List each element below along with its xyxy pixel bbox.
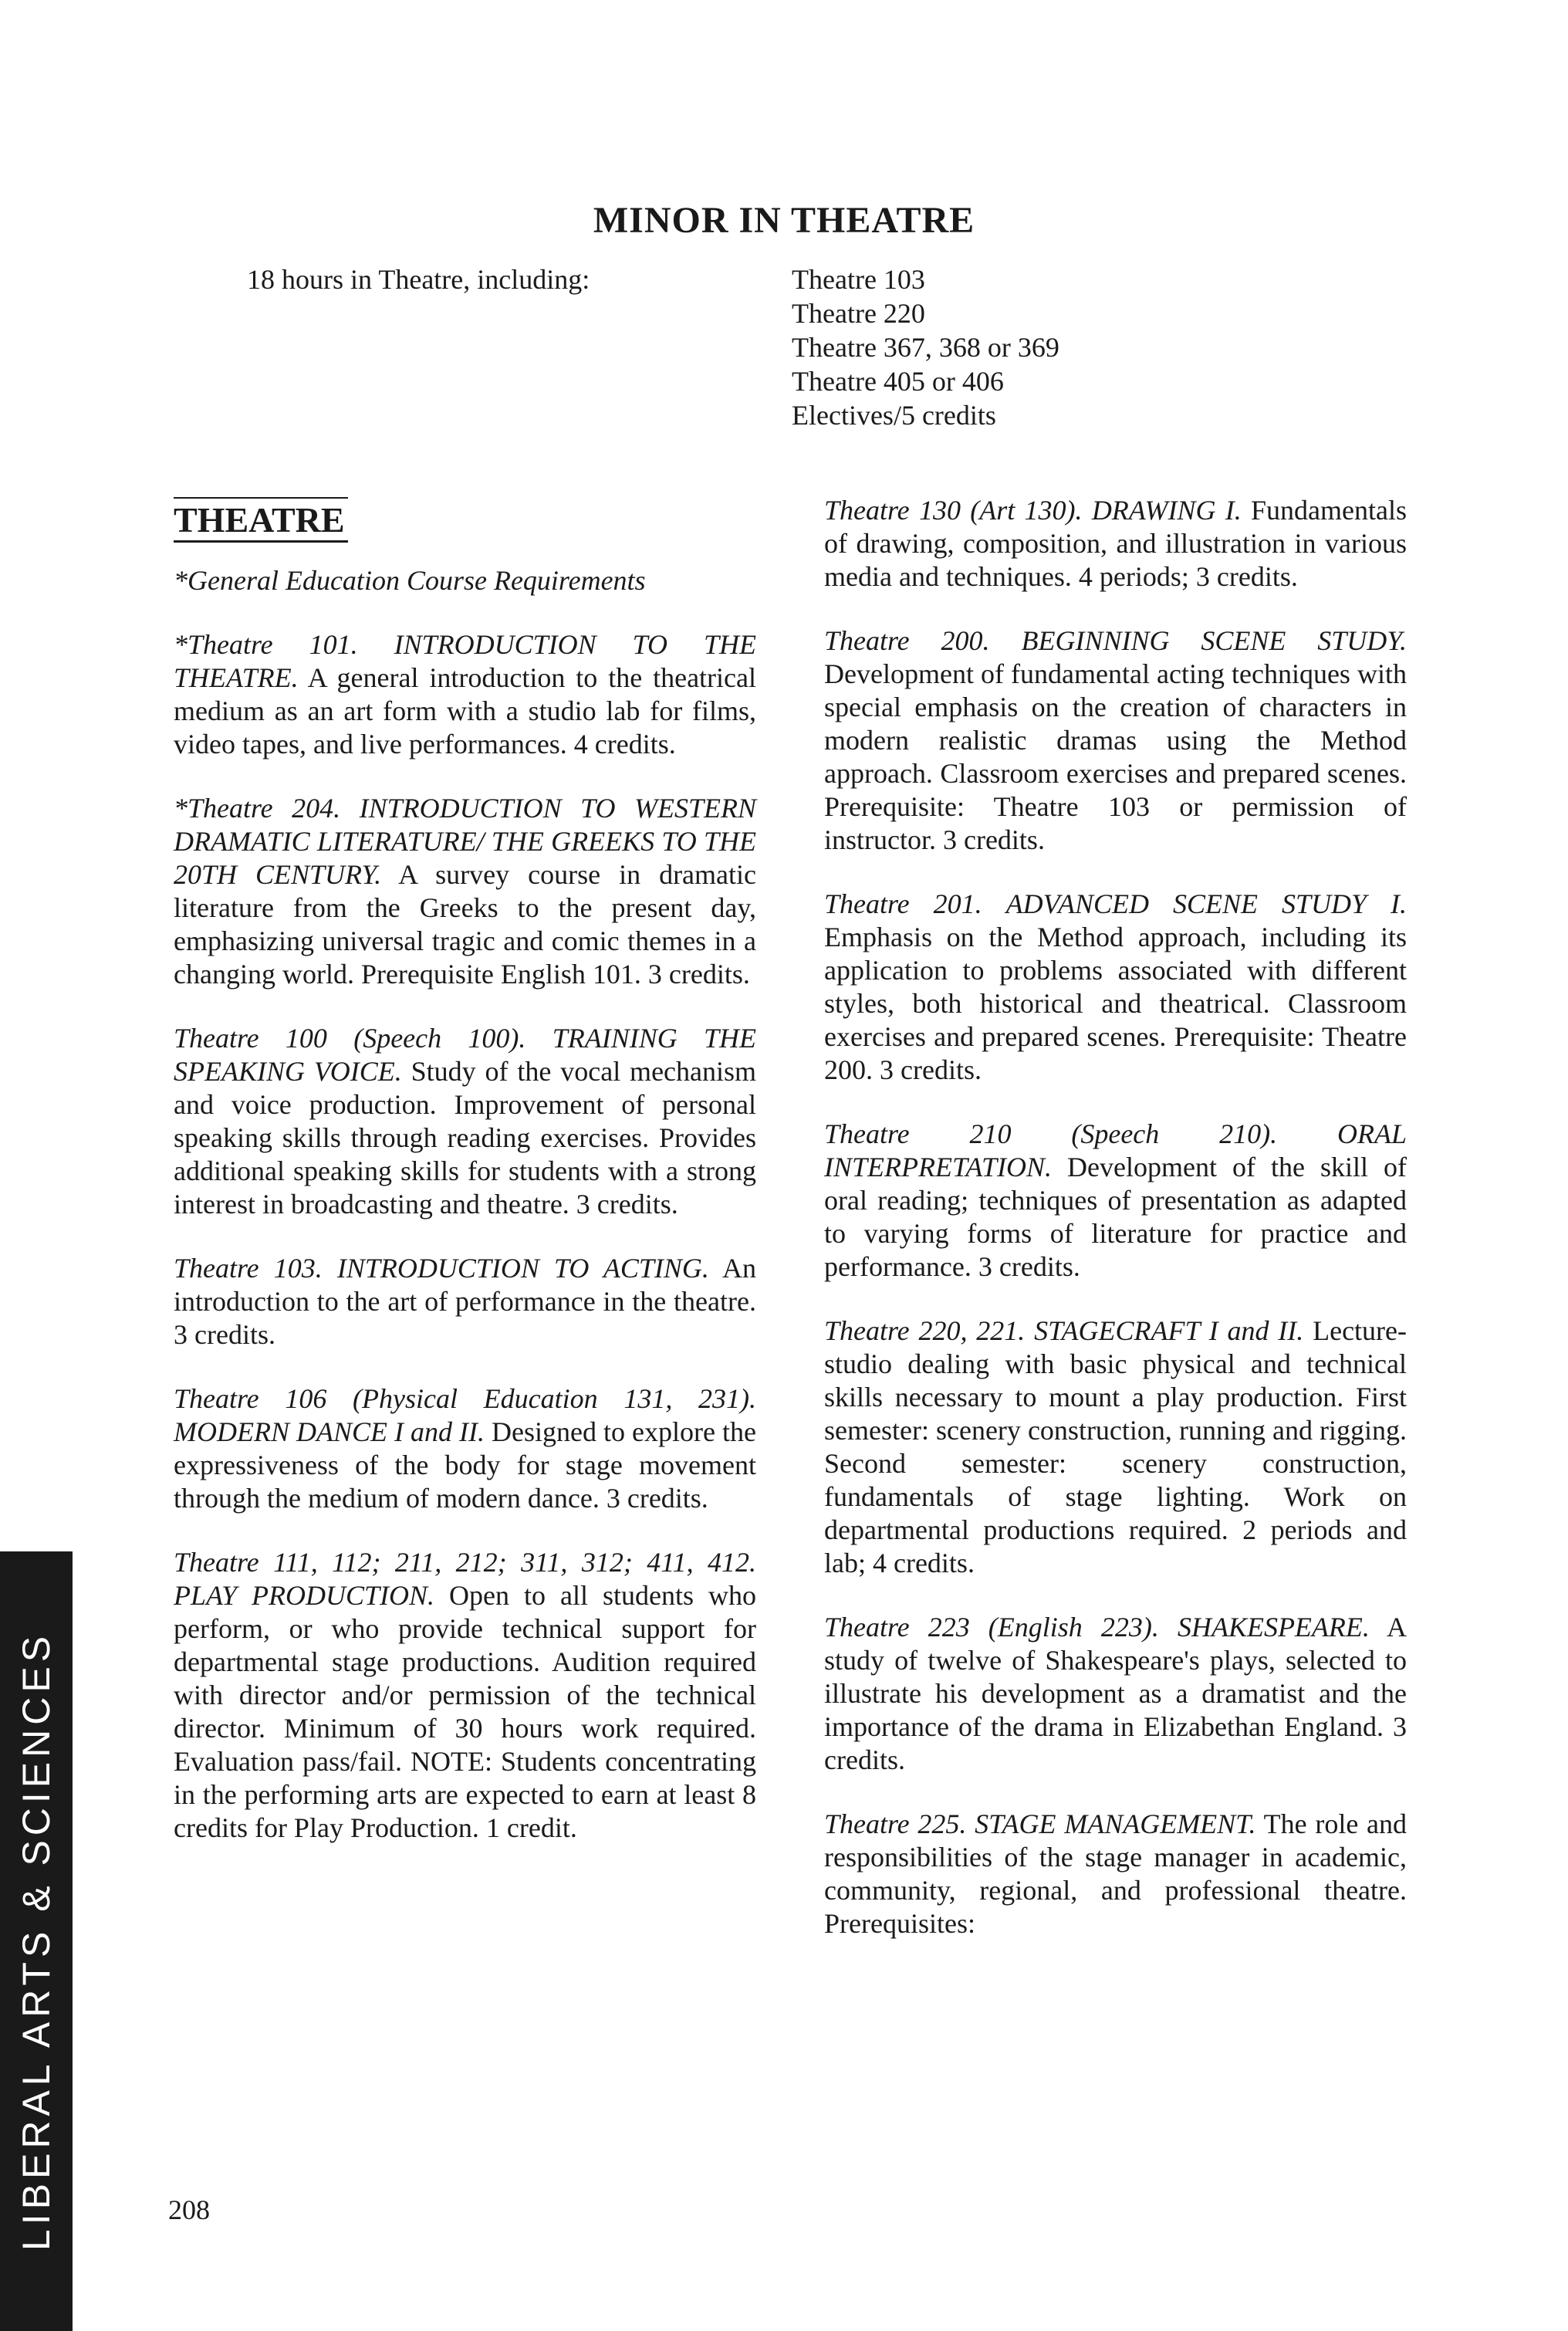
course-entry — [824, 1611, 1407, 1777]
course-description: A survey course in dramatic literature from the Greeks to the present day, emphasizing universal tragic and comic themes in a changing world. Prerequisite English 101. 3 credits. — [174, 859, 756, 990]
course-entry — [174, 1252, 756, 1352]
course-number: Theatre 201. — [824, 888, 982, 919]
course-number: *Theatre 101. — [174, 629, 358, 660]
right-column — [824, 494, 1407, 1971]
course-description: Study of the vocal mechanism and voice production. Improvement of personal speaking skills through reading exercises. Provides additional speaking skills for students with a strong interest in broadcasting and theatre. 3 credits. — [174, 1056, 757, 1220]
spine-label: LIBERAL ARTS & SCIENCES — [15, 1631, 58, 2251]
course-entry — [174, 1546, 756, 1845]
course-title: SHAKESPEARE. — [1177, 1612, 1370, 1643]
course-entry — [824, 494, 1407, 594]
course-entry — [824, 1118, 1407, 1284]
minor-requirement: Theatre 367, 368 or 369 — [792, 332, 1059, 363]
course-number: Theatre 220, 221. — [824, 1315, 1026, 1346]
course-title: PLAY PRODUCTION. — [174, 1580, 435, 1611]
course-number: Theatre 210 (Speech 210). — [824, 1118, 1278, 1149]
course-description: Designed to explore the expressiveness of the body for stage movement through the medium of modern dance. 3 credits. — [174, 1416, 756, 1514]
minor-requirement: Theatre 103 — [792, 264, 925, 295]
course-description: Development of the skill of oral reading; techniques of presentation as adapted to varying forms of literature for practice and performance. 3 credits. — [824, 1152, 1407, 1282]
course-description: Fundamentals of drawing, composition, and illustration in various media and techniques. 4 periods; 3 credits. — [824, 495, 1407, 592]
course-number: Theatre 225. — [824, 1808, 967, 1839]
course-title: BEGINNING SCENE STUDY. — [1021, 625, 1407, 656]
left-column — [174, 494, 756, 1876]
course-number: Theatre 100 (Speech 100). — [174, 1023, 526, 1054]
course-entry — [824, 1808, 1407, 1940]
section-heading: THEATRE — [174, 497, 348, 543]
course-entry — [174, 792, 756, 991]
course-number: Theatre 106 (Physical Education 131, 231). — [174, 1383, 756, 1414]
course-number: Theatre 223 (English 223). — [824, 1612, 1159, 1643]
course-title: INTRODUCTION TO ACTING. — [336, 1253, 709, 1284]
course-description: The role and responsibilities of the stage manager in academic, community, regional, and professional theatre. Prerequisites: — [824, 1808, 1407, 1939]
course-number: Theatre 130 (Art 130). — [824, 495, 1083, 526]
course-title: INTRODUCTION TO WESTERN DRAMATIC LITERATURE/ THE GREEKS TO THE 20TH CENTURY. — [174, 793, 756, 890]
course-entry — [174, 1382, 756, 1515]
course-title: INTRODUCTION TO THE THEATRE. — [174, 629, 757, 693]
course-number: Theatre 103. — [174, 1253, 323, 1284]
course-title: ADVANCED SCENE STUDY I. — [1005, 888, 1407, 919]
course-entry — [824, 1314, 1407, 1580]
minor-intro: 18 hours in Theatre, including: — [247, 264, 590, 295]
course-entry — [824, 888, 1407, 1087]
course-description: Development of fundamental acting techniques with special emphasis on the creation of characters in modern realistic dramas using the Method approach. Classroom exercises and prepared scenes. Prerequisite: Theatre 103 or permission of instructor. 3 credits. — [824, 658, 1407, 855]
course-title: DRAWING I. — [1091, 495, 1242, 526]
course-description: Emphasis on the Method approach, including its application to problems associated with different styles, both historical and theatrical. Classroom exercises and prepared scenes. Prerequisite: Theatre 200. 3 credits. — [824, 922, 1407, 1085]
course-description: Lecture-studio dealing with basic physical and technical skills necessary to mount a play production. First semester: scenery construction, running and rigging. Second semester: scenery construction, fundamentals of stage lighting. Work on departmental productions required. 2 periods and lab; 4 credits. — [824, 1315, 1407, 1578]
course-title: ORAL INTERPRETATION. — [824, 1118, 1407, 1182]
gen-ed-note: *General Education Course Requirements — [174, 565, 646, 596]
course-entry — [174, 628, 756, 761]
page-number: 208 — [168, 2194, 210, 2225]
minor-requirement: Electives/5 credits — [792, 400, 996, 431]
course-title: STAGE MANAGEMENT. — [975, 1808, 1256, 1839]
course-description: A study of twelve of Shakespeare's plays, selected to illustrate his development as a dramatist and the importance of the drama in Elizabethan England. 3 credits. — [824, 1612, 1407, 1775]
page-title: MINOR IN THEATRE — [593, 200, 975, 241]
minor-requirements-list — [792, 262, 1059, 432]
course-title: MODERN DANCE I and II. — [174, 1416, 485, 1447]
course-description: Open to all students who perform, or who provide technical support for departmental stage productions. Audition required with director and/or permission of the technical director. Minimum of 30 hours work required. Evaluation pass/fail. NOTE: Students concentrating in the performing arts are expected to earn at least 8 credits for Play Production. 1 credit. — [174, 1580, 756, 1843]
course-number: Theatre 200. — [824, 625, 990, 656]
course-number: Theatre 111, 112; 211, 212; 311, 312; 411, 412. — [174, 1547, 756, 1578]
course-description: A general introduction to the theatrical medium as an art form with a studio lab for films, video tapes, and live performances. 4 credits. — [174, 662, 756, 760]
course-entry — [174, 1022, 756, 1221]
course-title: TRAINING THE SPEAKING VOICE. — [174, 1023, 756, 1087]
course-entry — [824, 624, 1407, 857]
minor-requirement: Theatre 220 — [792, 298, 925, 329]
course-title: STAGECRAFT I and II. — [1034, 1315, 1304, 1346]
course-number: *Theatre 204. — [174, 793, 341, 824]
minor-requirement: Theatre 405 or 406 — [792, 366, 1004, 397]
course-description: An introduction to the art of performance in the theatre. 3 credits. — [174, 1253, 756, 1350]
